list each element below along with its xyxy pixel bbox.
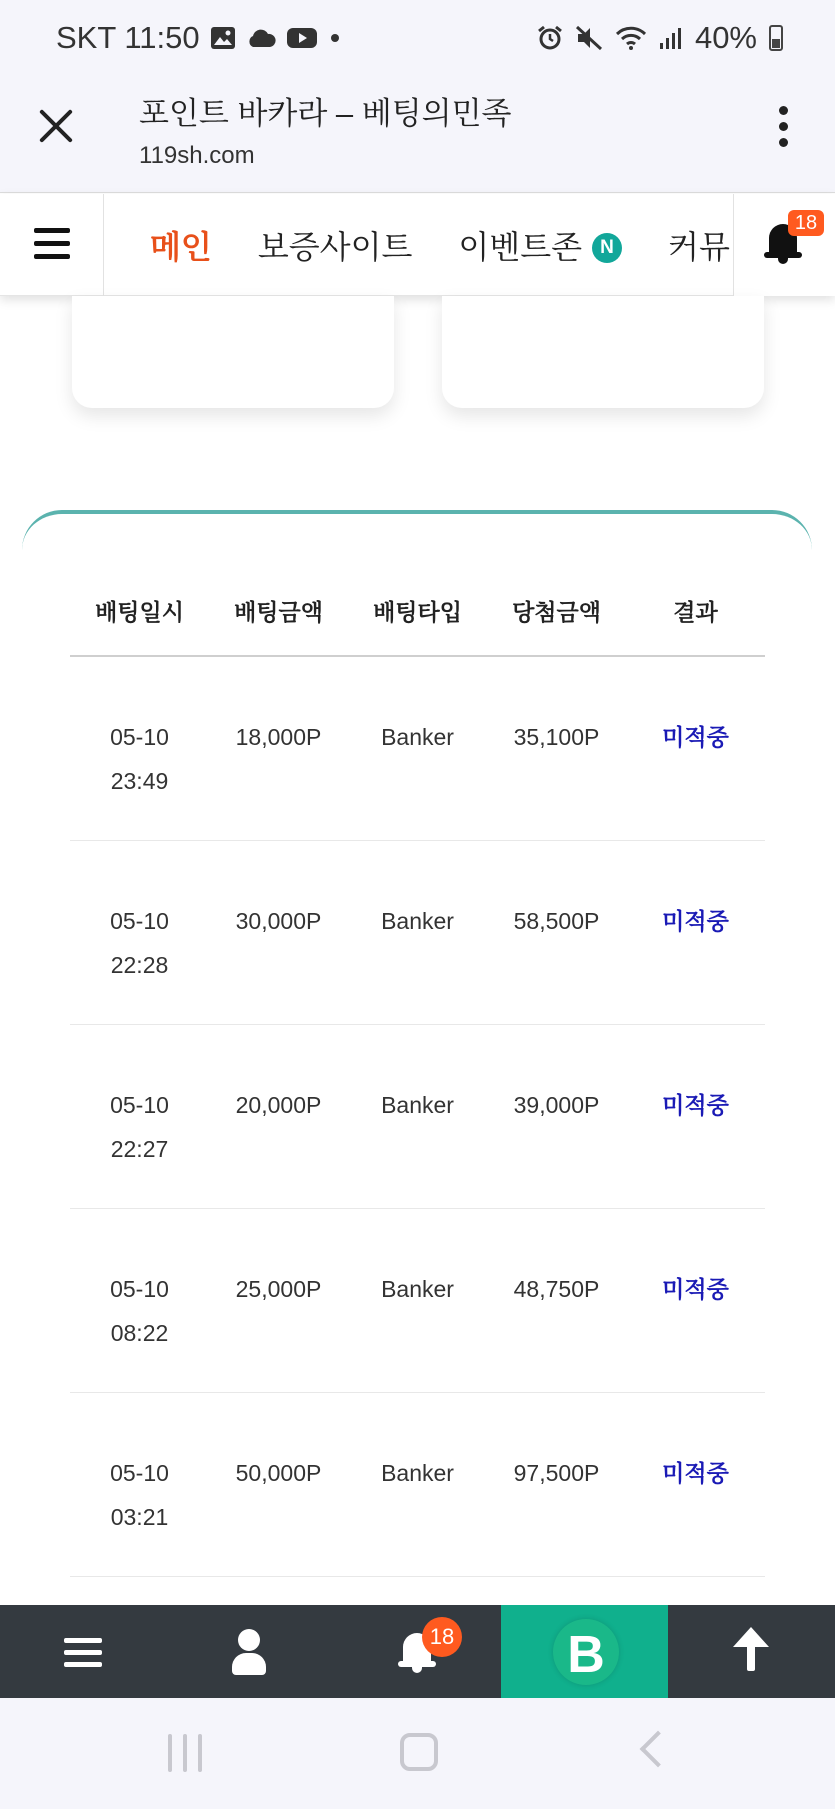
table-row — [70, 1393, 765, 1577]
win-amount: 97,500P — [513, 1460, 600, 1486]
status-bar — [0, 0, 835, 76]
card-right — [442, 296, 764, 408]
card-left — [72, 296, 394, 408]
page-title: 포인트 바카라 – 베팅의민족 — [139, 96, 512, 131]
table-row — [70, 841, 765, 1025]
bet-amount: 20,000P — [235, 1092, 322, 1118]
bottom-bar — [0, 1605, 835, 1698]
signal-icon — [659, 25, 683, 51]
brand-button[interactable] — [501, 1605, 668, 1698]
close-icon[interactable] — [34, 104, 78, 148]
wifi-icon — [615, 25, 647, 51]
site-nav — [0, 194, 835, 296]
home-icon[interactable] — [400, 1733, 438, 1771]
notification-button[interactable] — [733, 194, 835, 296]
bet-datetime: 05-10 23:49 — [110, 724, 169, 794]
image-icon — [210, 26, 236, 50]
table-row — [70, 1209, 765, 1393]
bet-result: 미적중 — [662, 1276, 729, 1302]
tab-main[interactable]: 메인 — [150, 229, 212, 265]
bet-type: Banker — [381, 908, 454, 934]
bet-amount: 25,000P — [235, 1276, 322, 1302]
notification-count-badge: 18 — [788, 210, 824, 236]
table-row — [70, 657, 765, 841]
win-amount: 39,000P — [513, 1092, 600, 1118]
header-result: 결과 — [673, 599, 718, 625]
cloud-icon — [246, 28, 276, 48]
tab-guarantee-sites[interactable]: 보증사이트 — [257, 229, 413, 265]
dot-icon — [328, 31, 342, 45]
header-bet-amount: 배팅금액 — [234, 599, 323, 625]
back-icon[interactable] — [640, 1731, 677, 1768]
custom-tab-toolbar — [0, 76, 835, 193]
bet-amount: 30,000P — [235, 908, 322, 934]
new-badge: N — [592, 233, 622, 263]
bet-type: Banker — [381, 1460, 454, 1486]
bottom-notification-button[interactable] — [334, 1605, 501, 1698]
tab-event-zone[interactable] — [458, 222, 622, 268]
system-nav-bar — [0, 1698, 835, 1809]
win-amount: 48,750P — [513, 1276, 600, 1302]
tab-event-zone-label: 이벤트존 — [458, 229, 583, 265]
user-icon[interactable] — [167, 1605, 334, 1698]
youtube-icon — [286, 26, 318, 50]
bet-datetime: 05-10 22:28 — [110, 908, 169, 978]
bet-result: 미적중 — [662, 1092, 729, 1118]
recent-apps-icon[interactable] — [168, 1734, 204, 1772]
battery-percent: 40% — [694, 20, 757, 55]
brand-logo-icon: B — [553, 1619, 619, 1685]
bottom-menu-icon[interactable] — [0, 1605, 167, 1698]
bet-type: Banker — [381, 1276, 454, 1302]
bet-amount: 50,000P — [235, 1460, 322, 1486]
carrier-time: SKT 11:50 — [56, 20, 200, 55]
bet-type: Banker — [381, 1092, 454, 1118]
header-bet-datetime: 배팅일시 — [95, 599, 184, 625]
menu-icon[interactable] — [0, 194, 104, 296]
more-options-icon[interactable] — [779, 106, 789, 146]
win-amount: 35,100P — [513, 724, 600, 750]
table-row — [70, 1025, 765, 1209]
page-url[interactable]: 119sh.com — [139, 142, 255, 169]
bet-type: Banker — [381, 724, 454, 750]
bet-datetime: 05-10 22:27 — [110, 1092, 169, 1162]
bet-datetime: 05-10 08:22 — [110, 1276, 169, 1346]
bet-datetime: 05-10 03:21 — [110, 1460, 169, 1530]
bet-result: 미적중 — [662, 908, 729, 934]
bet-result: 미적중 — [662, 724, 729, 750]
table-header — [70, 580, 765, 657]
mute-icon — [575, 25, 603, 51]
win-amount: 58,500P — [513, 908, 600, 934]
scroll-top-icon[interactable] — [668, 1605, 835, 1698]
tab-community[interactable]: 커뮤 — [668, 229, 730, 265]
header-win-amount: 당첨금액 — [512, 599, 601, 625]
bet-amount: 18,000P — [235, 724, 322, 750]
bet-result: 미적중 — [662, 1460, 729, 1486]
header-bet-type: 배팅타입 — [373, 599, 462, 625]
bottom-notification-badge: 18 — [422, 1617, 462, 1657]
nav-tabs — [104, 194, 733, 296]
alarm-icon — [537, 25, 563, 51]
battery-icon — [769, 25, 783, 51]
